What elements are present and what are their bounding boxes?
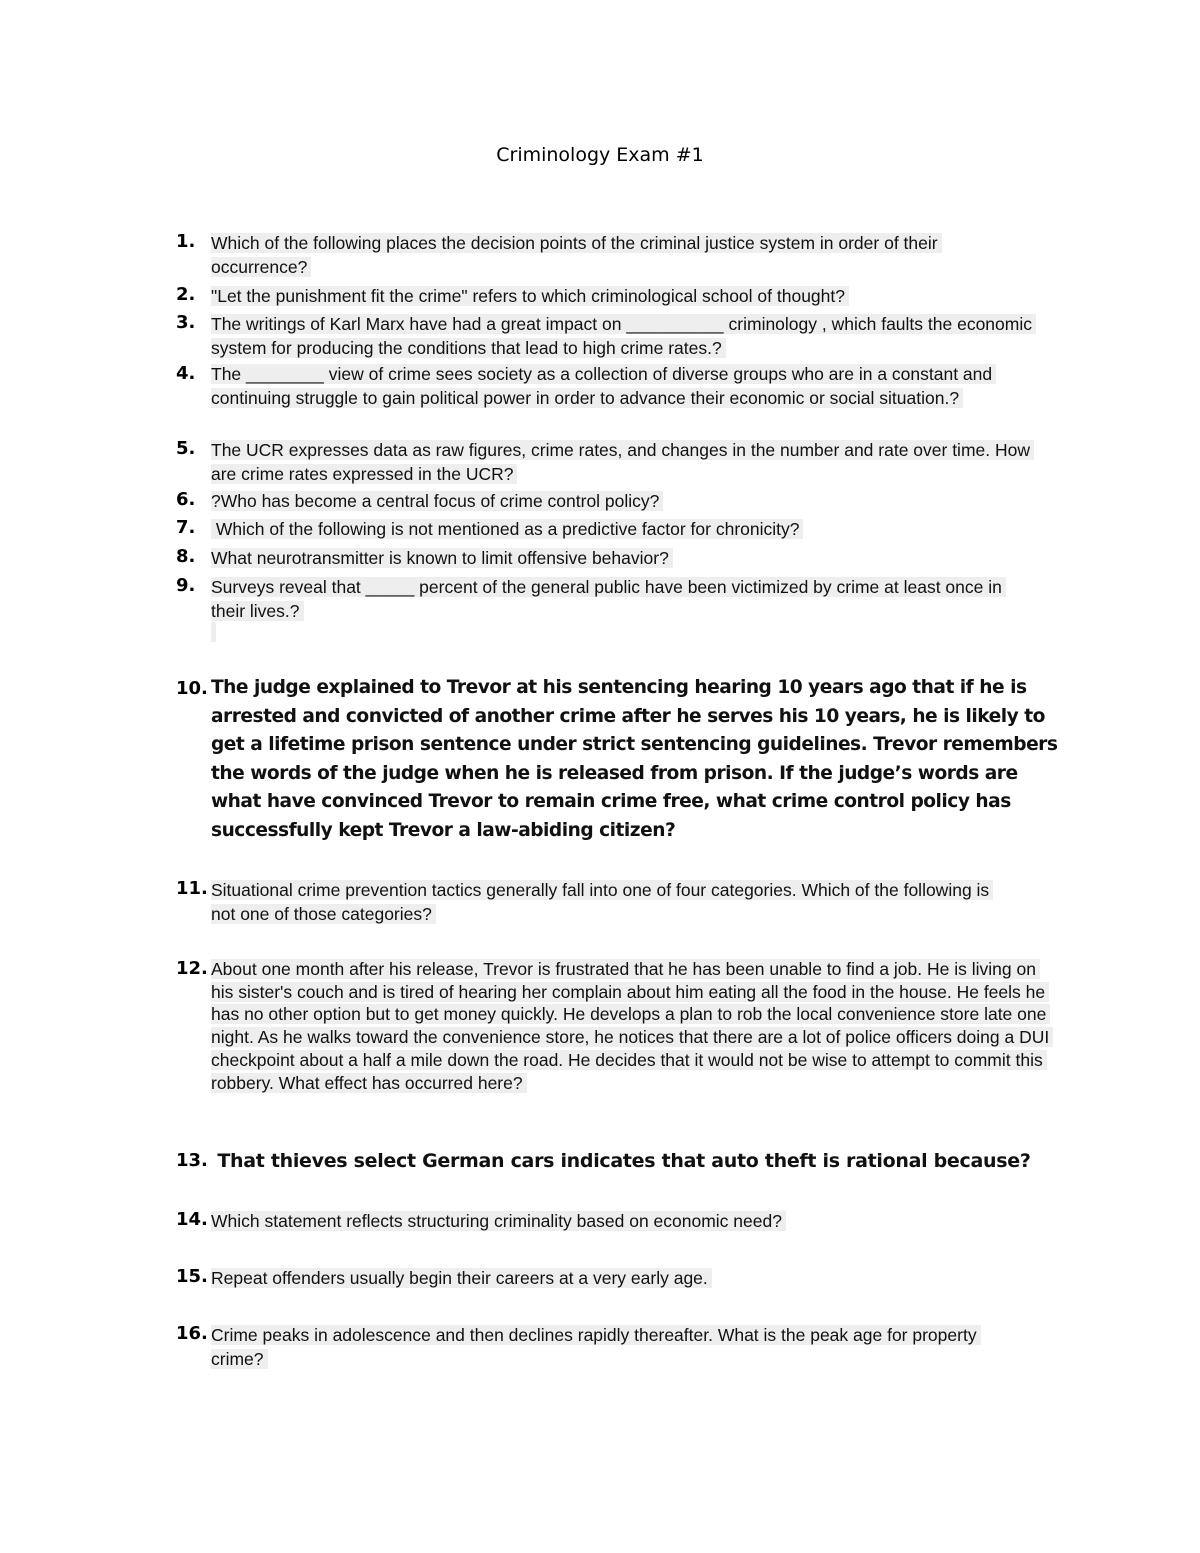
question-text-wrap	[211, 958, 1056, 1094]
question-number: 1.	[176, 231, 196, 252]
question-text-wrap	[211, 1209, 1041, 1233]
highlight-stub	[211, 622, 216, 642]
question-text: The UCR expresses data as raw figures, crime rates, and changes in the number and rate over time. How are crime rates expressed in the UCR?	[211, 440, 1034, 484]
question-number: 14.	[176, 1209, 208, 1230]
question-text: Surveys reveal that _____ percent of the general public have been victimized by crime at least once in their lives.?	[211, 577, 1006, 621]
question-text-wrap	[211, 575, 1026, 623]
question-text-wrap	[211, 363, 1041, 410]
question-number: 12.	[176, 958, 208, 979]
question-text: The judge explained to Trevor at his sentencing hearing 10 years ago that if he is arrested and convicted of another crime after he serves his 10 years, he is likely to get a lifetime prison sentence under strict sentencing guidelines. Trevor remembers the words of the judge when he is released from prison. If the judge’s words are what have convinced Trevor to remain crime free, what crime control policy has successfully kept Trevor a law-abiding citizen?	[211, 677, 1058, 841]
question-number: 8.	[176, 546, 196, 567]
question-number: 2.	[176, 284, 196, 305]
question-text-wrap	[211, 546, 1041, 570]
question-text: ?Who has become a central focus of crime control policy?	[211, 491, 663, 511]
question-text: The ________ view of crime sees society as a collection of diverse groups who are in a constant and continuing struggle to gain political power in order to advance their economic or social situation.?	[211, 364, 996, 408]
question-text-wrap	[211, 517, 1041, 541]
question-text-wrap	[211, 878, 991, 926]
question-text: "Let the punishment fit the crime" refers to which criminological school of thought?	[211, 286, 849, 306]
question-text-wrap	[211, 438, 1046, 486]
question-text-wrap	[211, 1266, 1041, 1290]
page-title: Criminology Exam #1	[496, 144, 704, 166]
question-text: That thieves select German cars indicates that auto theft is rational because?	[211, 1150, 1031, 1172]
question-number: 11.	[176, 878, 208, 899]
question-text-wrap	[211, 1323, 1001, 1371]
question-text: What neurotransmitter is known to limit offensive behavior?	[211, 548, 673, 568]
question-number: 15.	[176, 1266, 208, 1287]
question-number: 6.	[176, 489, 196, 510]
question-text-wrap	[211, 284, 1041, 308]
question-number: 16.	[176, 1323, 208, 1344]
question-number: 10.	[176, 678, 208, 699]
question-text: Repeat offenders usually begin their careers at a very early age.	[211, 1268, 712, 1288]
question-text: Situational crime prevention tactics generally fall into one of four categories. Which of the following is not one of those categories?	[211, 880, 993, 924]
question-text-wrap	[211, 231, 1041, 279]
question-number: 5.	[176, 438, 196, 459]
question-text: The writings of Karl Marx have had a great impact on __________ criminology , which faults the economic system for producing the conditions that lead to high crime rates.?	[211, 314, 1036, 358]
question-number: 9.	[176, 575, 196, 596]
question-text: Which of the following places the decision points of the criminal justice system in order of their occurrence?	[211, 233, 942, 277]
question-text-wrap	[211, 489, 1041, 513]
question-text-wrap	[211, 312, 1041, 360]
question-number: 4.	[176, 363, 196, 384]
question-text: Which of the following is not mentioned as a predictive factor for chronicity?	[211, 519, 803, 539]
question-text: Which statement reflects structuring criminality based on economic need?	[211, 1211, 786, 1231]
question-number: 13.	[176, 1150, 208, 1171]
question-text: Crime peaks in adolescence and then declines rapidly thereafter. What is the peak age for property crime?	[211, 1325, 981, 1369]
question-number: 7.	[176, 517, 196, 538]
question-text: About one month after his release, Trevor is frustrated that he has been unable to find a job. He is living on his sister's couch and is tired of hearing her complain about him eating all the food in the house. He feels he has no other option but to get money quickly. He develops a plan to rob the local convenience store late one night. As he walks toward the convenience store, he notices that there are a lot of police officers doing a DUI checkpoint about a half a mile down the road. He decides that it would not be wise to attempt to commit this robbery. What effect has occurred here?	[211, 959, 1053, 1093]
question-number: 3.	[176, 312, 196, 333]
